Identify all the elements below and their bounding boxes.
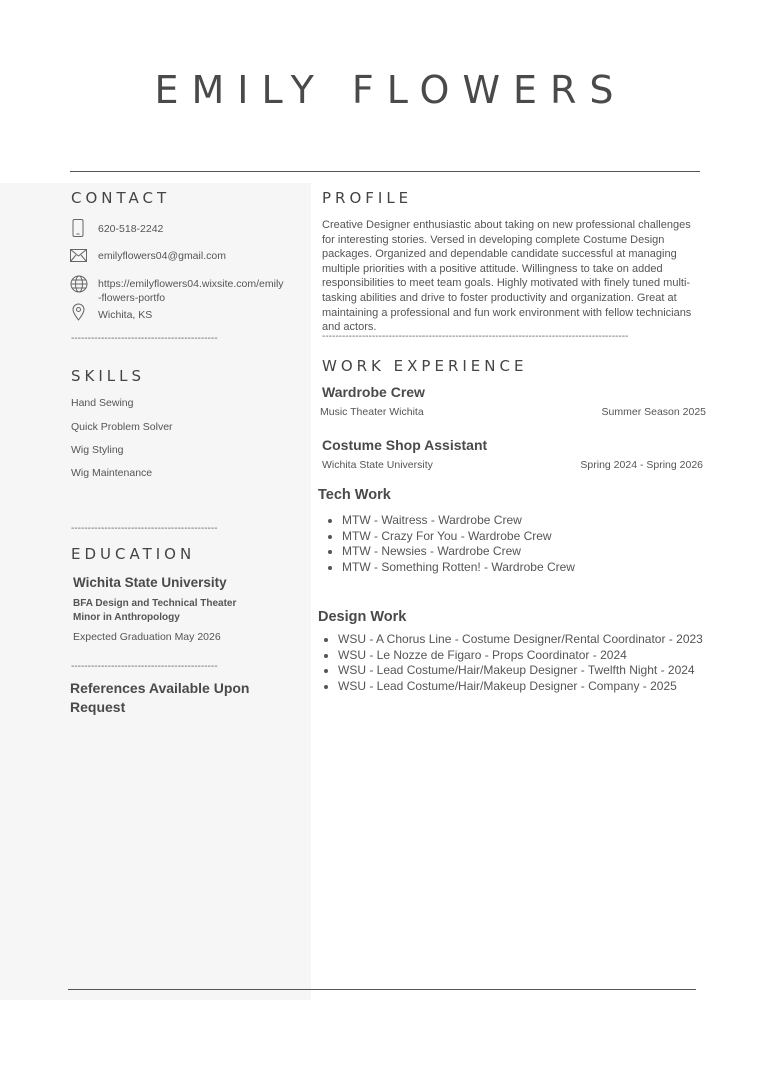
location-pin-icon [72,303,85,321]
profile-line: tasking abilities and drive to foster productivity and organization. Great at [322,291,677,304]
list-item: • WSU - Le Nozze de Figaro - Props Coordinator - 2024 [338,648,703,664]
contact-location: Wichita, KS [98,309,153,321]
job-title: Wardrobe Crew [322,384,425,400]
list-item: • WSU - A Chorus Line - Costume Designer/Rental Coordinator - 2023 [338,632,703,648]
skills-heading: SKILLS [71,367,146,385]
education-school: Wichita State University [73,575,227,590]
design-work-heading: Design Work [318,609,407,625]
globe-icon [70,275,88,293]
education-divider: -------------------------------------------- [71,661,218,672]
skill-item: Wig Maintenance [71,467,153,479]
profile-line: packages. Organized and dependable candidate successful at managing [322,248,677,261]
job-organization: Music Theater Wichita [320,406,424,418]
job-dates: Summer Season 2025 [601,406,706,418]
list-item: • MTW - Newsies - Wardrobe Crew [342,544,575,560]
list-item: • MTW - Waitress - Wardrobe Crew [342,513,575,529]
references-line2: Request [70,699,126,715]
contact-heading: CONTACT [71,189,171,207]
contact-website-line1: https://emilyflowers04.wixsite.com/emily [98,278,284,290]
profile-line: responsibilities to meet team goals. Highly motivated with finely tuned multi- [322,277,691,290]
job-dates: Spring 2024 - Spring 2026 [580,459,703,471]
envelope-icon [70,249,87,262]
education-heading: EDUCATION [71,545,196,563]
profile-line: multiple priorities with a positive attitude. Willingness to take on added [322,262,663,275]
profile-line: and actors. [322,321,377,334]
job-title: Costume Shop Assistant [322,437,488,453]
tech-work-list [322,513,575,575]
education-degree: BFA Design and Technical Theater [73,598,237,609]
education-graduation: Expected Graduation May 2026 [73,631,221,643]
profile-line: for interesting stories. Versed in developing complete Costume Design [322,233,665,246]
profile-divider: -------------------------------------------------------------------------------------------- [322,331,629,342]
list-item: • MTW - Something Rotten! - Wardrobe Crew [342,560,575,576]
contact-divider: -------------------------------------------- [71,333,218,344]
education-minor: Minor in Anthropology [73,611,180,623]
references-note [70,679,249,717]
contact-phone: 620-518-2242 [98,223,164,235]
profile-text [322,218,712,335]
profile-line: Creative Designer enthusiastic about taking on new professional challenges [322,219,691,231]
sidebar-background [0,183,311,1000]
header-divider [70,171,700,172]
work-experience-heading: WORK EXPERIENCE [322,357,528,375]
footer-divider [68,989,696,990]
list-item: • WSU - Lead Costume/Hair/Makeup Designer - Company - 2025 [338,679,703,695]
education-degree-block [73,597,236,624]
skill-item: Quick Problem Solver [71,421,173,433]
list-item: • WSU - Lead Costume/Hair/Makeup Designer - Twelfth Night - 2024 [338,663,703,679]
profile-line: maintaining a professional and fun work environment with fellow technicians [322,306,692,319]
skill-item: Hand Sewing [71,397,134,409]
job-organization: Wichita State University [322,459,433,471]
contact-email[interactable]: emilyflowers04@gmail.com [98,250,226,262]
profile-heading: PROFILE [322,189,413,207]
list-item: • MTW - Crazy For You - Wardrobe Crew [342,529,575,545]
candidate-name: EMILY FLOWERS [154,68,627,112]
references-line1: References Available Upon [70,680,250,696]
skills-divider: -------------------------------------------- [71,523,218,534]
design-work-list [318,632,703,694]
phone-icon [72,219,84,237]
tech-work-heading: Tech Work [318,487,391,503]
contact-website[interactable] [98,277,284,305]
contact-website-line2: -flowers-portfo [98,292,166,304]
skill-item: Wig Styling [71,444,124,456]
